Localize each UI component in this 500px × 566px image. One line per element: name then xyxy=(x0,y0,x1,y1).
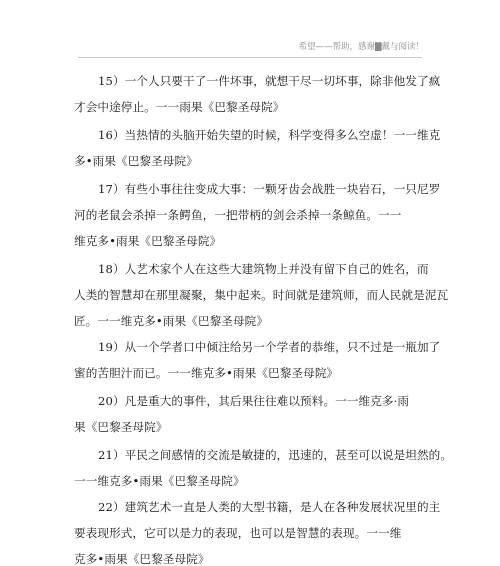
quote-17-line-1: 17）有些小事往往变成大事：一颗牙齿会战胜一块岩石，一只尼罗 xyxy=(98,182,441,196)
quote-20-line-2: 果《巴黎圣母院》 xyxy=(74,420,168,434)
quote-20-line-1: 20）凡是重大的事件，其后果往往难以预料。一一维克多·雨 xyxy=(98,394,410,408)
quote-15-line-1: 15）一个人只要干了一件坏事，就想干尽一切坏事，除非他发了疯 xyxy=(98,74,441,88)
quote-16-line-1: 16）当热情的头脑开始失望的时候，科学变得多么空虚！一一维克 xyxy=(98,128,441,142)
quote-21-line-1: 21）平民之间感情的交流是敏捷的，迅速的，甚至可以说是坦然的。 xyxy=(98,448,453,462)
quote-18-line-2: 人类的智慧却在那里凝聚，集中起来。时间就是建筑师，而人民就是泥瓦 xyxy=(74,288,449,302)
quote-22-line-3: 克多•雨果《巴黎圣母院》 xyxy=(74,552,210,566)
quote-18-line-1: 18）人艺术家个人在这些大建筑物上并没有留下自己的姓名，而 xyxy=(98,262,429,276)
quote-17-line-2: 河的老鼠会杀掉一条鳄鱼，一把带柄的剑会杀掉一条鲸鱼。一一 xyxy=(74,208,402,222)
quote-19-line-2: 蜜的苦胆汁而已。一一维克多•雨果《巴黎圣母院》 xyxy=(74,366,339,380)
quote-18-line-3: 匠。一一维克多•雨果《巴黎圣母院》 xyxy=(74,314,269,328)
quote-15-line-2: 才会中途停止。一一雨果《巴黎圣母院》 xyxy=(74,100,285,114)
page-header-note: 希望——帮助，感谢▇戴与阅读！ xyxy=(298,42,424,52)
quote-21-line-2: 一一维克多•雨果《巴黎圣母院》 xyxy=(74,474,245,488)
quote-17-line-3: 维克多•雨果《巴黎圣母院》 xyxy=(74,234,222,248)
quote-22-line-1: 22）建筑艺术一直是人类的大型书籍，是人在各种发展状况里的主 xyxy=(98,500,441,514)
header-divider xyxy=(78,57,422,58)
quote-19-line-1: 19）从一个学者口中倾注给另一个学者的恭维，只不过是一瓶加了 xyxy=(98,340,441,354)
quote-16-line-2: 多•雨果《巴黎圣母院》 xyxy=(74,154,198,168)
quote-22-line-2: 要表现形式，它可以是力的表现，也可以是智慧的表现。一一维 xyxy=(74,526,402,540)
